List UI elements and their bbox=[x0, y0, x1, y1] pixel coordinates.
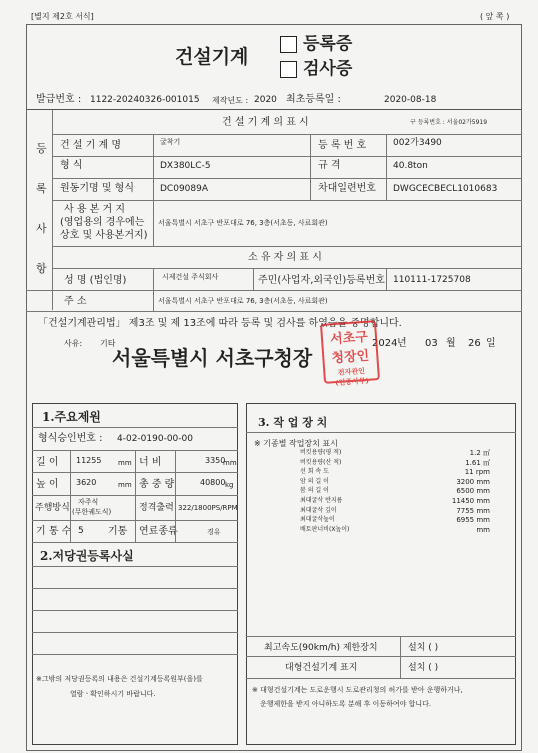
work-item-label: 배토판너비(X높이) bbox=[300, 525, 350, 533]
mortgage-title: 2.저당권등록사실 bbox=[40, 549, 134, 563]
header-divider bbox=[26, 109, 522, 110]
year: 2020 bbox=[254, 95, 277, 105]
owner-addr-label: 주 소 bbox=[64, 296, 87, 307]
side-char-4: 항 bbox=[36, 262, 47, 275]
row-line bbox=[26, 290, 522, 291]
speed-limiter-label: 최고속도(90km/h) 제한장치 bbox=[264, 643, 378, 653]
seal-line-3: 전자관인 bbox=[337, 366, 366, 377]
length-label: 길 이 bbox=[36, 457, 59, 468]
row-line bbox=[52, 268, 522, 269]
engine-label: 원동기명 및 형식 bbox=[60, 183, 134, 194]
row-line bbox=[246, 636, 516, 637]
owner-name-label: 성 명 (법인명) bbox=[64, 275, 127, 286]
col-line bbox=[386, 134, 387, 200]
col-line bbox=[135, 450, 136, 542]
official-seal bbox=[320, 320, 380, 388]
insp-option-label: 검사증 bbox=[303, 59, 353, 79]
drive-2: (무한궤도식) bbox=[72, 508, 112, 516]
front-label: ( 앞 쪽 ) bbox=[480, 12, 510, 21]
row-line bbox=[246, 678, 516, 679]
work-item-value: 11450 mm bbox=[451, 497, 490, 505]
owner-address: 서울특별시 서초구 반포대로 76, 3층(서초동, 사료회관) bbox=[158, 297, 328, 305]
length: 11255 bbox=[76, 456, 102, 465]
col-line bbox=[386, 268, 387, 290]
work-item-label: 버킷용량(평 적) bbox=[300, 449, 342, 456]
col-line bbox=[70, 450, 71, 542]
mortgage-note-1: ※그밖의 저당권등록의 내용은 건설기계등록원부(을)를 bbox=[36, 675, 203, 683]
row-line bbox=[246, 432, 516, 433]
issue-no-label: 발급번호 : bbox=[36, 94, 82, 105]
date-month: 03 bbox=[425, 338, 438, 349]
cyl-unit: 기통 bbox=[108, 526, 128, 537]
work-item-value: mm bbox=[476, 525, 490, 534]
base-address: 서울특별시 서초구 반포대로 76, 3층(서초동, 사료회관) bbox=[158, 219, 328, 227]
doc-title: 건설기계 bbox=[175, 46, 249, 68]
work-item-value: 1.2 ㎥ bbox=[469, 449, 490, 457]
cyl-label: 기 통 수 bbox=[36, 526, 72, 537]
vin-label: 차대일련번호 bbox=[318, 183, 376, 194]
height: 3620 bbox=[76, 478, 97, 487]
work-item-value: 1.61 ㎥ bbox=[465, 458, 490, 467]
approval-label: 형식승인번호 : bbox=[38, 433, 103, 444]
first-reg-label: 최초등록일 : bbox=[286, 94, 341, 105]
row-line bbox=[32, 632, 238, 633]
fuel: 경유 bbox=[207, 528, 221, 536]
reg-checkbox[interactable] bbox=[280, 36, 297, 53]
work-item-value: 6500 mm bbox=[456, 487, 490, 496]
date-month-suffix: 월 bbox=[446, 338, 456, 349]
row-line bbox=[52, 134, 522, 135]
row-line bbox=[32, 588, 238, 589]
reg-no: 002가3490 bbox=[393, 138, 442, 148]
row-line bbox=[246, 656, 516, 657]
issue-no: 1122-20240326-001015 bbox=[90, 95, 200, 105]
machine-name: 굴착기 bbox=[160, 138, 181, 146]
engine: DC09089A bbox=[160, 184, 209, 194]
side-char-3: 사 bbox=[36, 222, 47, 235]
work-subtitle: ※ 기종별 작업장치 표시 bbox=[254, 439, 338, 448]
owner-section-title: 소 유 자 의 표 시 bbox=[248, 252, 322, 263]
machine-section-title: 건 설 기 계 의 표 시 bbox=[222, 117, 309, 128]
issuing-authority: 서울특별시 서초구청장 bbox=[112, 346, 313, 370]
work-item-label: 암 의 길 이 bbox=[300, 477, 329, 485]
cert-text: 「건설기계관리법」 제3조 및 제 13조에 따라 등록 및 검사를 하였음을 증명합니다. bbox=[38, 318, 402, 329]
base-label-1: 사 용 본 거 지 bbox=[64, 204, 126, 215]
height-unit: mm bbox=[118, 481, 132, 489]
mortgage-note-2: 열람ㆍ확인하시기 바랍니다. bbox=[70, 690, 156, 698]
row-line bbox=[52, 200, 522, 201]
owner-name: 시제건설 주식회사 bbox=[162, 273, 219, 281]
first-reg-date: 2020-08-18 bbox=[384, 95, 437, 105]
work-item-value: 3200 mm bbox=[456, 477, 490, 486]
big-machine-value: 설치 ( ) bbox=[408, 663, 439, 673]
row-line bbox=[52, 178, 522, 179]
form-label: [별지 제2호 서식] bbox=[31, 12, 94, 21]
col-line bbox=[175, 450, 176, 542]
col-line bbox=[153, 268, 154, 311]
drive-label: 주행방식 bbox=[35, 503, 70, 513]
model-label: 형 식 bbox=[60, 160, 83, 171]
machine-name-label: 건 설 기 계 명 bbox=[60, 140, 122, 151]
work-item-label: 최대굴삭 깊이 bbox=[300, 506, 337, 514]
reg-option-label: 등록증 bbox=[303, 34, 353, 54]
col-line bbox=[400, 636, 401, 678]
work-title: 3. 작 업 장 치 bbox=[258, 416, 328, 429]
cyl: 5 bbox=[78, 526, 84, 536]
side-char-1: 등 bbox=[36, 142, 47, 155]
work-item-value: 6955 mm bbox=[456, 516, 490, 525]
work-item-label: 선 회 속 도 bbox=[300, 468, 329, 476]
approval-no: 4-02-0190-00-00 bbox=[117, 434, 193, 444]
work-note-2: 운행제한을 받지 아니하도록 분해 후 이동하여야 합니다. bbox=[260, 700, 432, 708]
base-label-2: (영업용의 경우에는 bbox=[60, 217, 145, 228]
reg-no-label: 등 록 번 호 bbox=[318, 140, 367, 151]
work-note-1: ※ 대형건설기계는 도로운행시 도로관리청의 허가를 받아 운행하거나, bbox=[252, 686, 463, 694]
weight-label: 총 중 량 bbox=[139, 479, 175, 490]
height-label: 높 이 bbox=[36, 479, 59, 490]
work-item-label: 버킷용량(산 적) bbox=[300, 458, 342, 466]
work-item-label: 최대굴삭높이 bbox=[300, 516, 335, 524]
old-reg-note: 구 등록번호 : 서울02가5919 bbox=[410, 119, 488, 126]
row-line bbox=[32, 427, 238, 428]
big-machine-label: 대형건설기계 표지 bbox=[285, 663, 358, 673]
spec: 40.8ton bbox=[393, 161, 428, 171]
owner-id-label: 주민(사업자,외국인)등록번호 bbox=[258, 275, 385, 286]
reason: 기타 bbox=[100, 339, 116, 348]
year-label: 제작년도 : bbox=[212, 96, 249, 105]
seal-line-1: 서초구 bbox=[329, 329, 369, 348]
model: DX380LC-5 bbox=[160, 161, 211, 171]
width-unit: mm bbox=[223, 459, 237, 467]
rated: 322/1800PS/RPM bbox=[178, 504, 238, 512]
spec-label: 규 격 bbox=[318, 160, 341, 171]
vin: DWGCECBECL1010683 bbox=[393, 184, 498, 194]
date-year: 2024 bbox=[372, 338, 398, 349]
col-line bbox=[253, 268, 254, 290]
date-day: 26 bbox=[468, 338, 481, 349]
row-line bbox=[52, 246, 522, 247]
date-day-suffix: 일 bbox=[486, 338, 496, 349]
side-char-2: 록 bbox=[36, 182, 47, 195]
fuel-label: 연료종류 bbox=[139, 526, 178, 537]
reason-label: 사유: bbox=[64, 339, 83, 348]
length-unit: mm bbox=[118, 459, 132, 467]
col-line bbox=[153, 134, 154, 246]
owner-id: 110111-1725708 bbox=[393, 275, 471, 285]
work-item-value: 11 rpm bbox=[464, 468, 490, 477]
spec-title: 1.주요제원 bbox=[42, 410, 101, 424]
work-item-label: 최대굴삭 반지름 bbox=[300, 497, 343, 504]
insp-checkbox[interactable] bbox=[280, 61, 297, 78]
width: 3350 bbox=[205, 456, 226, 465]
work-item-value: 7755 mm bbox=[456, 506, 490, 515]
rated-label: 정격출력 bbox=[139, 503, 174, 513]
row-line bbox=[32, 654, 238, 655]
row-line bbox=[52, 156, 522, 157]
row-line bbox=[32, 610, 238, 611]
date-year-suffix: 년 bbox=[397, 338, 407, 349]
base-label-3: 상호 및 사용본거지) bbox=[60, 230, 148, 241]
side-divider bbox=[52, 110, 53, 310]
weight-unit: kg bbox=[225, 481, 234, 489]
row-line bbox=[32, 542, 238, 543]
row-line bbox=[26, 311, 522, 312]
col-line bbox=[310, 134, 311, 200]
weight: 40800 bbox=[200, 478, 226, 487]
row-line bbox=[32, 566, 238, 567]
seal-line-4: (인증사무) bbox=[334, 375, 370, 388]
speed-limiter-value: 설치 ( ) bbox=[408, 643, 439, 653]
width-label: 너 비 bbox=[139, 457, 162, 468]
seal-line-2: 청장인 bbox=[331, 348, 370, 367]
work-item-label: 붐 의 길 이 bbox=[300, 487, 329, 495]
drive-1: 자주식 bbox=[78, 498, 99, 506]
